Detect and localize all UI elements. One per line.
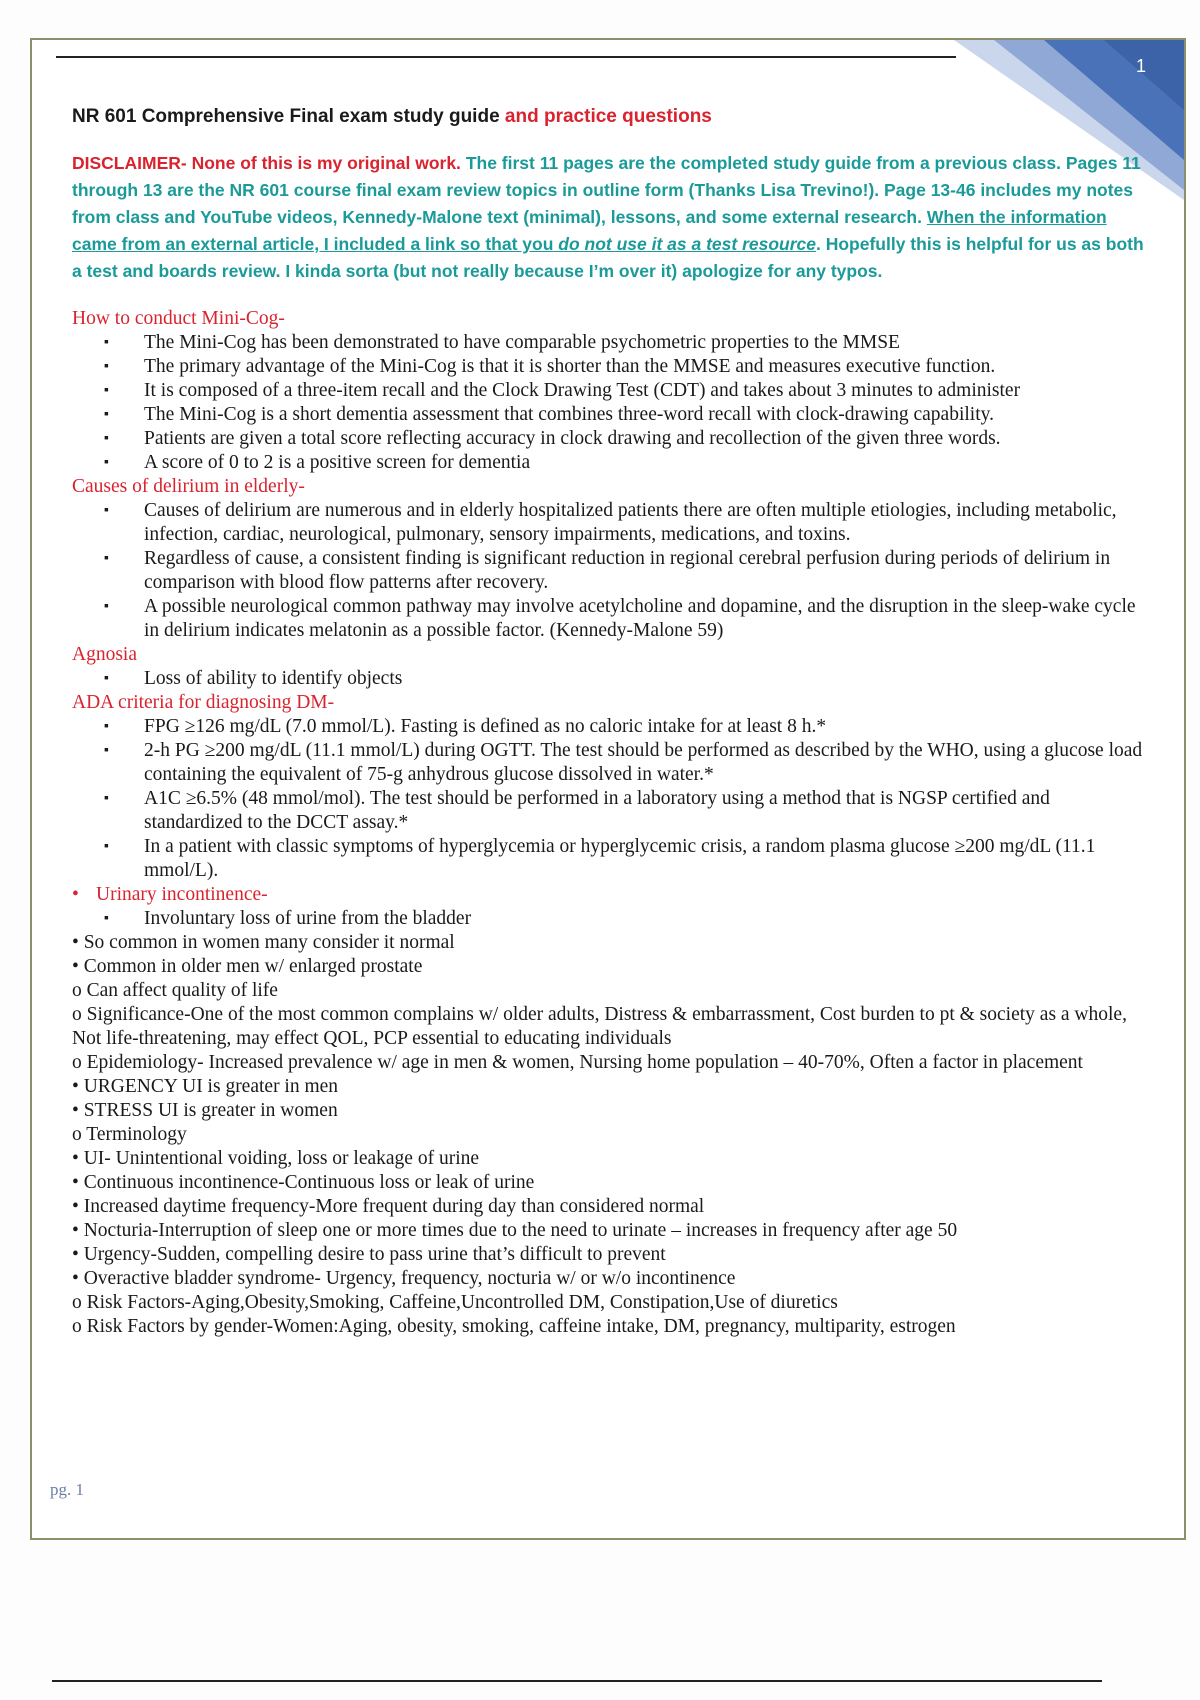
page-title (72, 106, 1152, 128)
section-list (72, 667, 1152, 691)
list-item: ▪ A1C ≥6.5% (48 mmol/mol). The test should be performed in a laboratory using a method that is NGSP certified and standardized to the DCCT assay.* (104, 787, 1152, 835)
note-line: • Urgency-Sudden, compelling desire to pass urine that’s difficult to prevent (72, 1244, 666, 1265)
list-item: ▪ Loss of ability to identify objects (104, 667, 1152, 691)
disclaimer-link[interactable]: When the information came from an external article, I included a link so that you do not use it as a test resource (72, 207, 1107, 254)
document-body (72, 106, 1152, 1339)
list-item: ▪ The Mini-Cog has been demonstrated to have comparable psychometric properties to the MMSE (104, 331, 1152, 355)
list-item: ▪ A possible neurological common pathway may involve acetylcholine and dopamine, and the disruption in the sleep-wake cycle in delirium indicates melatonin as a possible factor. (Kennedy-Malone 59) (104, 595, 1152, 643)
note-line: • Overactive bladder syndrome- Urgency, frequency, nocturia w/ or w/o incontinence (72, 1268, 736, 1289)
note-line: • Common in older men w/ enlarged prostate (72, 956, 423, 977)
list-item: ▪ Involuntary loss of urine from the bladder (104, 907, 1152, 931)
section-heading: Agnosia (72, 644, 137, 665)
note-line: • STRESS UI is greater in women (72, 1100, 338, 1121)
note-line: o Epidemiology- Increased prevalence w/ age in men & women, Nursing home population – 40-70%, Often a factor in placement (72, 1052, 1083, 1073)
urinary-list (72, 907, 1152, 931)
note-line: • Continuous incontinence-Continuous loss or leak of urine (72, 1172, 535, 1193)
note-line: • Increased daytime frequency-More frequent during day than considered normal (72, 1196, 705, 1217)
urinary-heading: • Urinary incontinence- (72, 884, 268, 905)
list-item: ▪ It is composed of a three-item recall and the Clock Drawing Test (CDT) and takes about 3 minutes to administer (104, 379, 1152, 403)
header-rule (56, 56, 956, 58)
list-item: ▪ Regardless of cause, a consistent finding is significant reduction in regional cerebral perfusion during periods of delirium in comparison with blood flow patterns after recovery. (104, 547, 1152, 595)
note-line: o Significance-One of the most common complains w/ older adults, Distress & embarrassment, Cost burden to pt & society as a whole, Not life-threatening, may effect QOL, PCP essential to educating individuals (72, 1004, 1127, 1049)
list-item: ▪ The Mini-Cog is a short dementia assessment that combines three-word recall with clock-drawing capability. (104, 403, 1152, 427)
list-item: ▪ Causes of delirium are numerous and in elderly hospitalized patients there are often multiple etiologies, including metabolic, infection, cardiac, neurological, pulmonary, sensory impairments, medications, and toxins. (104, 499, 1152, 547)
section-list (72, 499, 1152, 643)
disclaimer (72, 150, 1152, 285)
note-line: o Terminology (72, 1124, 187, 1145)
note-line: • UI- Unintentional voiding, loss or leakage of urine (72, 1148, 480, 1169)
page-frame (30, 38, 1186, 1540)
note-line: • URGENCY UI is greater in men (72, 1076, 339, 1097)
note-line: o Can affect quality of life (72, 980, 278, 1001)
disclaimer-text-2: . Hopefully this is helpful for us as both a test and boards review. I kinda sorta (but not really because I’m over it) apologize for any typos. (72, 234, 1144, 281)
disclaimer-text-1: The first 11 pages are the completed study guide from a previous class. Pages 11 through 13 are the NR 601 course final exam review topics in outline form (Thanks Lisa Trevino!). Page 13-46 includes my notes from class and YouTube videos, Kennedy-Malone text (minimal), lessons, and some external research. (72, 153, 1141, 227)
list-item: ▪ 2-h PG ≥200 mg/dL (11.1 mmol/L) during OGTT. The test should be performed as described by the WHO, using a glucose load containing the equivalent of 75-g anhydrous glucose dissolved in water.* (104, 739, 1152, 787)
list-item: ▪ In a patient with classic symptoms of hyperglycemia or hyperglycemic crisis, a random plasma glucose ≥200 mg/dL (11.1 mmol/L). (104, 835, 1152, 883)
list-item: ▪ FPG ≥126 mg/dL (7.0 mmol/L). Fasting is defined as no caloric intake for at least 8 h.* (104, 715, 1152, 739)
list-item: ▪ The primary advantage of the Mini-Cog is that it is shorter than the MMSE and measures executive function. (104, 355, 1152, 379)
section-list (72, 715, 1152, 883)
urinary-notes (72, 931, 1152, 1339)
next-page-rule (52, 1680, 1102, 1682)
title-main: NR 601 Comprehensive Final exam study guide (72, 106, 500, 127)
list-item: ▪ Patients are given a total score reflecting accuracy in clock drawing and recollection of the given three words. (104, 427, 1152, 451)
section-heading: ADA criteria for diagnosing DM- (72, 692, 335, 713)
section-heading: How to conduct Mini-Cog- (72, 308, 285, 329)
note-line: • Nocturia-Interruption of sleep one or more times due to the need to urinate – increases in frequency after age 50 (72, 1220, 958, 1241)
section-list (72, 331, 1152, 475)
note-line: • So common in women many consider it normal (72, 932, 455, 953)
list-item: ▪ A score of 0 to 2 is a positive screen for dementia (104, 451, 1152, 475)
note-line: o Risk Factors by gender-Women:Aging, obesity, smoking, caffeine intake, DM, pregnancy, multiparity, estrogen (72, 1316, 956, 1337)
section-heading: Causes of delirium in elderly- (72, 476, 305, 497)
note-line: o Risk Factors-Aging,Obesity,Smoking, Caffeine,Uncontrolled DM, Constipation,Use of diuretics (72, 1292, 838, 1313)
page-footer: pg. 1 (50, 1480, 84, 1499)
page-number: 1 (1135, 56, 1146, 76)
disclaimer-lead: DISCLAIMER- None of this is my original work. (72, 153, 461, 173)
title-sub: and practice questions (504, 106, 712, 127)
notes-sections (72, 307, 1152, 883)
